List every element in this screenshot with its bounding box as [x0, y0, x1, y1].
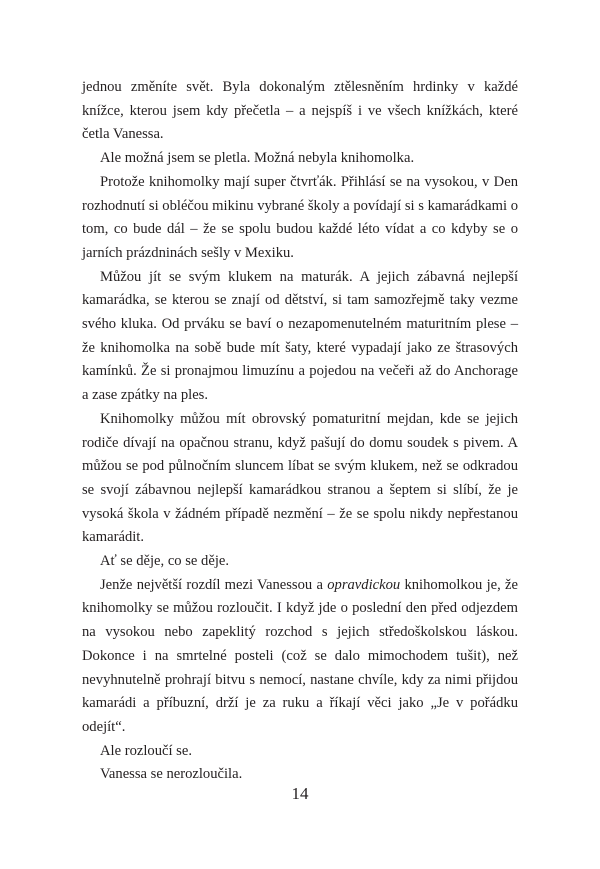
- page-number: 14: [291, 784, 309, 803]
- book-page-body: [82, 76, 518, 787]
- paragraph: Ať se děje, co se děje.: [100, 553, 230, 570]
- paragraph: Můžou jít se svým klukem na maturák. A jejich zábavná nejlepší kamarádka, se kterou se znají od dětství, si tam samozřejmě taky vezme svého kluka. Od prváku se baví o nezapomenutelném maturitním plese – že knihomolka na sobě bude mít šaty, které vypadají jako ze štrasových kamínků. Že si pronajmou limuzínu a pojedou na večeři až do Anchorage a zase zpátky na ples.: [82, 268, 518, 404]
- paragraph-text: knihomolkou je, že knihomolky se můžou rozloučit. I když jde o poslední den před odjezdem na vysokou nebo zapeklitý rozchod s jejich středoškolskou láskou. Dokonce i na smrtelné posteli (což se dalo mimochodem tušit), než nevyhnutelně prohrají bitvu s nemocí, nastane chvíle, kdy za nimi přijdou kamarádi a příbuzní, drží je za ruku a říkají věci jako „Je v pořádku odejít“.: [82, 576, 518, 735]
- paragraph: Ale rozloučí se.: [100, 742, 192, 759]
- paragraph: [82, 574, 518, 740]
- emphasized-word: opravdickou: [327, 576, 401, 593]
- paragraph: jednou změníte svět. Byla dokonalým ztělesněním hrdinky v každé knížce, kterou jsem kdy přečetla – a nejspíš i ve všech knížkách, které četla Vanessa.: [82, 79, 518, 143]
- paragraph: Ale možná jsem se pletla. Možná nebyla knihomolka.: [100, 150, 415, 167]
- paragraph: Protože knihomolky mají super čtvrťák. Přihlásí se na vysokou, v Den rozhodnutí si obléčou mikinu vybrané školy a povídají si s kamarádkami o tom, co bude dál – že se spolu budou každé léto vídat a co kdyby se o jarních prázdninách sešly v Mexiku.: [82, 173, 518, 261]
- paragraph-text: Jenže největší rozdíl mezi Vanessou a: [100, 576, 328, 593]
- paragraph: Vanessa se nerozloučila.: [100, 766, 243, 783]
- paragraph: Knihomolky můžou mít obrovský pomaturitní mejdan, kde se jejich rodiče dívají na opačnou stranu, když pašují do domu soudek s pivem. A můžou se pod půlnočním sluncem líbat se svým klukem, než se odkradou se svojí zábavnou nejlepší kamarádkou stranou a šeptem si slíbí, že je vysoká škola v žádném případě nezmění – že se spolu nikdy nepřestanou kamarádit.: [82, 410, 518, 546]
